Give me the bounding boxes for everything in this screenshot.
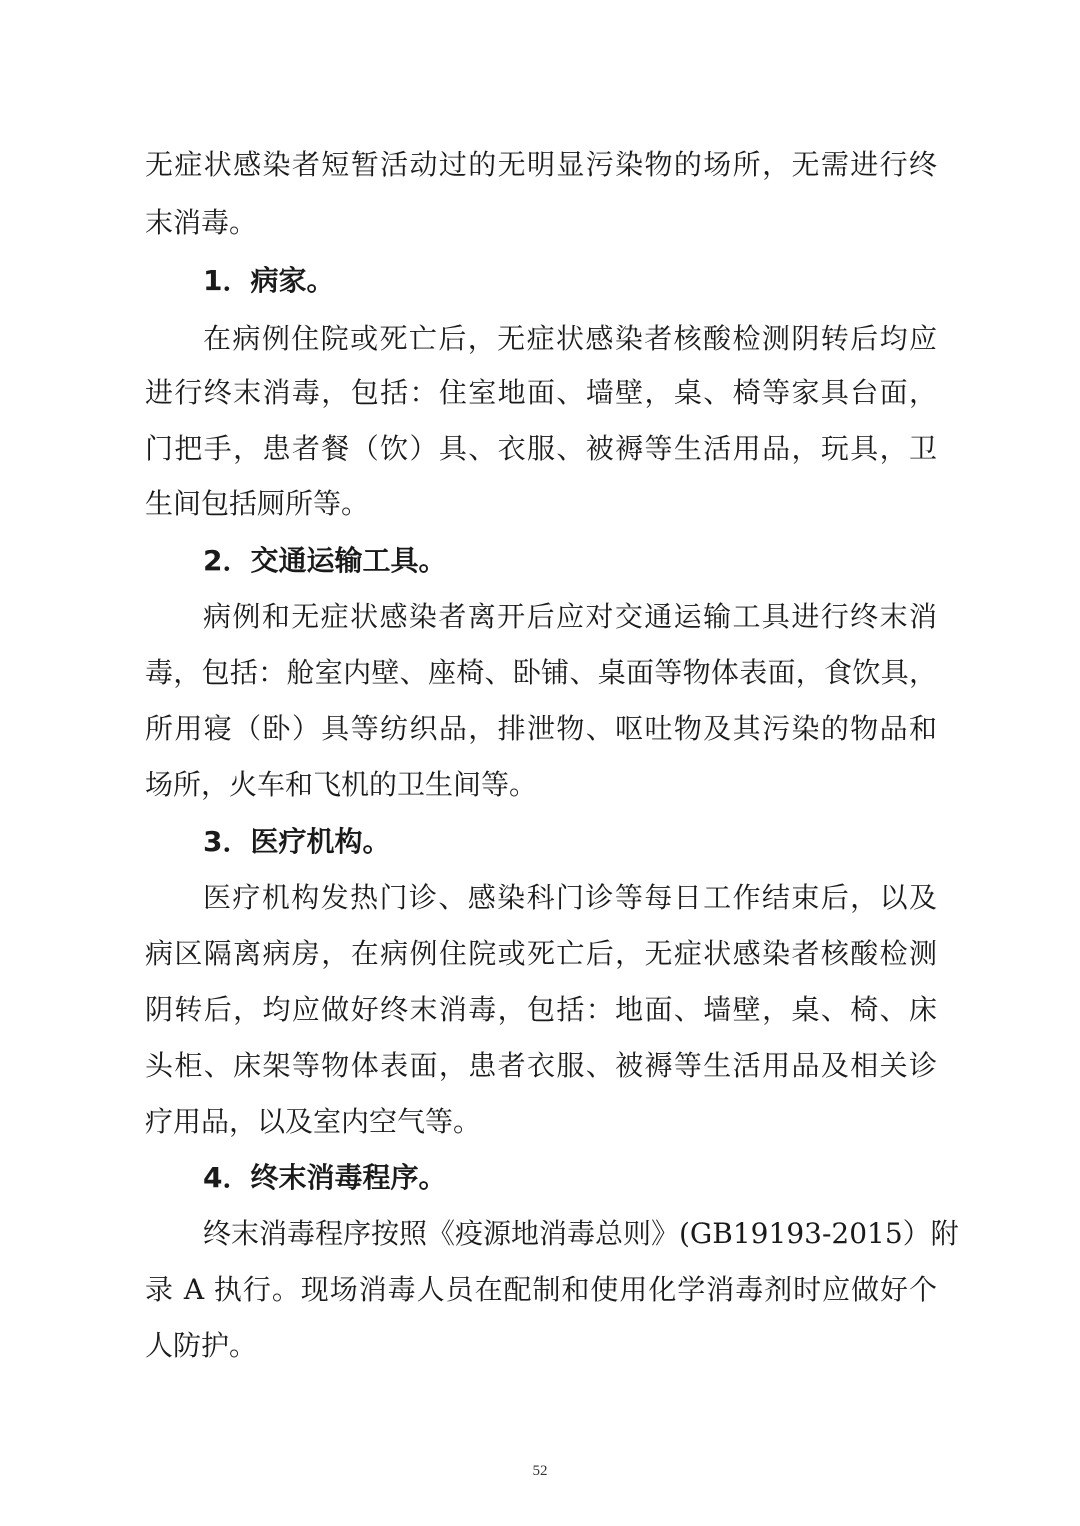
body-text-line: 进行终末消毒，包括：住室地面、墙壁，桌、椅等家具台面， [145, 376, 937, 409]
body-text-line: 病区隔离病房，在病例住院或死亡后，无症状感染者核酸检测 [145, 937, 937, 970]
body-text-line: 医疗机构发热门诊、感染科门诊等每日工作结束后，以及 [203, 881, 937, 914]
page-number: 52 [532, 1463, 548, 1479]
body-text-line: 疗用品，以及室内空气等。 [145, 1105, 482, 1138]
section-heading-1: 1．病家。 [203, 264, 335, 297]
section-heading-3: 3．医疗机构。 [203, 825, 391, 858]
body-text-line: 病例和无症状感染者离开后应对交通运输工具进行终末消 [203, 600, 937, 633]
body-text-line: 生间包括厕所等。 [145, 487, 370, 520]
body-text-line: 人防护。 [145, 1329, 258, 1362]
body-text-line: 毒，包括：舱室内壁、座椅、卧铺、桌面等物体表面，食饮具， [145, 656, 937, 689]
body-text-line: 末消毒。 [145, 206, 258, 239]
body-text-line: 头柜、床架等物体表面，患者衣服、被褥等生活用品及相关诊 [145, 1049, 937, 1082]
body-text-line: 门把手，患者餐（饮）具、衣服、被褥等生活用品，玩具，卫 [145, 432, 937, 465]
body-text-line: 终末消毒程序按照《疫源地消毒总则》(GB19193-2015）附 [203, 1217, 959, 1250]
body-text-line: 录 A 执行。现场消毒人员在配制和使用化学消毒剂时应做好个 [145, 1273, 937, 1306]
body-text-line: 在病例住院或死亡后，无症状感染者核酸检测阴转后均应 [203, 322, 937, 355]
body-text-line: 场所，火车和飞机的卫生间等。 [145, 768, 538, 801]
body-text-line: 无症状感染者短暂活动过的无明显污染物的场所，无需进行终 [145, 148, 937, 181]
section-heading-4: 4．终末消毒程序。 [203, 1161, 447, 1194]
body-text-line: 阴转后，均应做好终末消毒，包括：地面、墙壁，桌、椅、床 [145, 993, 937, 1026]
body-text-line: 所用寝（卧）具等纺织品，排泄物、呕吐物及其污染的物品和 [145, 712, 937, 745]
section-heading-2: 2．交通运输工具。 [203, 544, 447, 577]
